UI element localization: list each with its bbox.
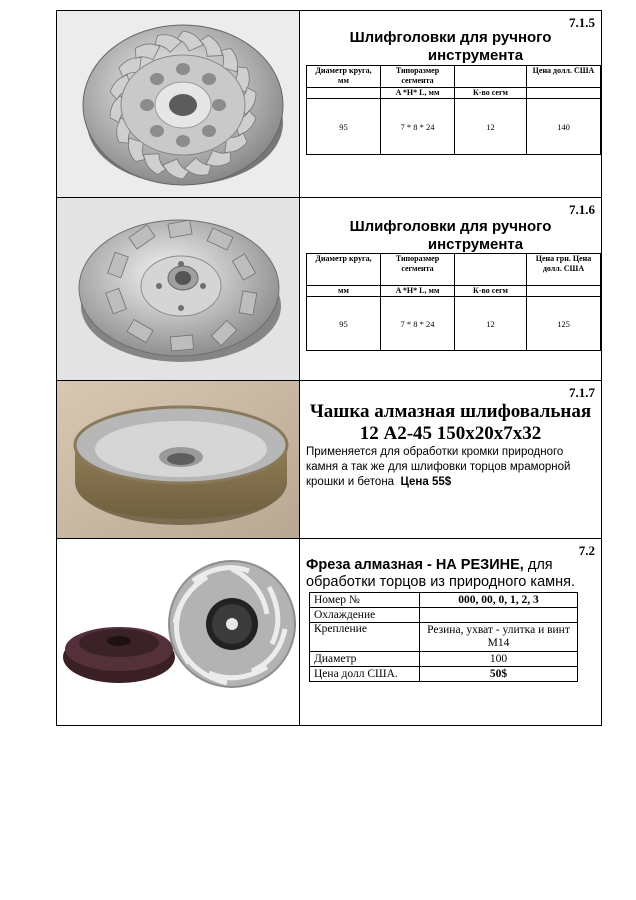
title-line-2: инструмента bbox=[427, 47, 524, 64]
spec-value-price: 50$ bbox=[420, 667, 578, 682]
subheader-empty bbox=[527, 88, 601, 99]
title-line-1: Чашка алмазная шлифовальная bbox=[309, 401, 592, 422]
price-text: Цена 55$ bbox=[400, 476, 452, 488]
item-content bbox=[300, 381, 601, 538]
item-code: 7.1.7 bbox=[569, 385, 595, 400]
header-empty bbox=[455, 254, 527, 286]
item-content bbox=[300, 539, 601, 725]
catalog-item-7-1-5 bbox=[57, 11, 601, 198]
value-seg-count: 12 bbox=[455, 99, 527, 155]
title-line-2: 12 А2-45 150х20х7х32 bbox=[359, 423, 542, 444]
title-line-1: Шлифголовки для ручного bbox=[349, 218, 552, 235]
spec-label-mount: Крепление bbox=[310, 623, 420, 652]
item-content bbox=[300, 11, 601, 197]
catalog-item-7-1-6 bbox=[57, 198, 601, 381]
header-diameter: Диаметр круга, мм bbox=[307, 66, 381, 88]
spec-value-number: 000, 00, 0, 1, 2, 3 bbox=[420, 593, 578, 608]
subheader-ahl: A *H* L, мм bbox=[381, 88, 455, 99]
value-segment-size: 7 * 8 * 24 bbox=[381, 99, 455, 155]
spec-value-diameter: 100 bbox=[420, 652, 578, 667]
spec-value-mount: Резина, ухват - улитка и винт М14 bbox=[420, 623, 578, 652]
value-price: 140 bbox=[527, 99, 601, 155]
value-seg-count: 12 bbox=[455, 297, 527, 351]
spec-table bbox=[306, 253, 601, 351]
item-code: 7.1.6 bbox=[569, 202, 595, 217]
spec-label-number: Номер № bbox=[310, 593, 420, 608]
product-image-cup-wheel-segmented bbox=[57, 198, 300, 380]
value-price: 125 bbox=[527, 297, 601, 351]
header-price: Цена долл. США bbox=[527, 66, 601, 88]
value-diameter: 95 bbox=[307, 297, 381, 351]
subheader-ahl: A *H* L, мм bbox=[381, 286, 455, 297]
header-empty bbox=[455, 66, 527, 88]
spec-label-price: Цена долл США. bbox=[310, 667, 420, 682]
item-code: 7.1.5 bbox=[569, 15, 595, 30]
title-rest: для обработки торцов из природного камня. bbox=[306, 557, 575, 590]
item-description bbox=[306, 445, 596, 490]
catalog-item-7-2 bbox=[57, 539, 601, 725]
item-title bbox=[306, 557, 601, 591]
description-text: Применяется для обработки кромки природного камня а так же для шлифовки торцов мраморной крошки и бетона bbox=[306, 446, 571, 488]
item-code: 7.2 bbox=[578, 543, 595, 558]
subheader-unit: мм bbox=[307, 286, 381, 297]
spec-table bbox=[306, 65, 601, 155]
title-line-1: Шлифголовки для ручного bbox=[349, 29, 552, 46]
product-image-diamond-cup bbox=[57, 381, 300, 538]
spec-table bbox=[309, 592, 578, 682]
title-line-2: инструмента bbox=[427, 236, 524, 253]
subheader-seg-count: К-во сегм bbox=[455, 286, 527, 297]
subheader-empty bbox=[527, 286, 601, 297]
product-image-cup-wheel-turbo bbox=[57, 11, 300, 197]
header-diameter: Диаметр круга, bbox=[307, 254, 381, 286]
title-bold: Фреза алмазная - НА РЕЗИНЕ, bbox=[306, 557, 524, 573]
subheader-seg-count: К-во сегм bbox=[455, 88, 527, 99]
item-title bbox=[300, 401, 601, 445]
item-title bbox=[300, 29, 601, 65]
catalog-sheet bbox=[56, 10, 602, 726]
catalog-item-7-1-7 bbox=[57, 381, 601, 539]
spec-label-cooling: Охлаждение bbox=[310, 608, 420, 623]
subheader-unit bbox=[307, 88, 381, 99]
header-price: Цена грн. Цена долл. США bbox=[527, 254, 601, 286]
header-segment-size: Типоразмер сегмента bbox=[381, 254, 455, 286]
value-diameter: 95 bbox=[307, 99, 381, 155]
item-title bbox=[300, 218, 601, 254]
value-segment-size: 7 * 8 * 24 bbox=[381, 297, 455, 351]
spec-label-diameter: Диаметр bbox=[310, 652, 420, 667]
item-content bbox=[300, 198, 601, 380]
product-image-rubber-mill bbox=[57, 539, 300, 725]
header-segment-size: Типоразмер сегмента bbox=[381, 66, 455, 88]
spec-value-cooling bbox=[420, 608, 578, 623]
